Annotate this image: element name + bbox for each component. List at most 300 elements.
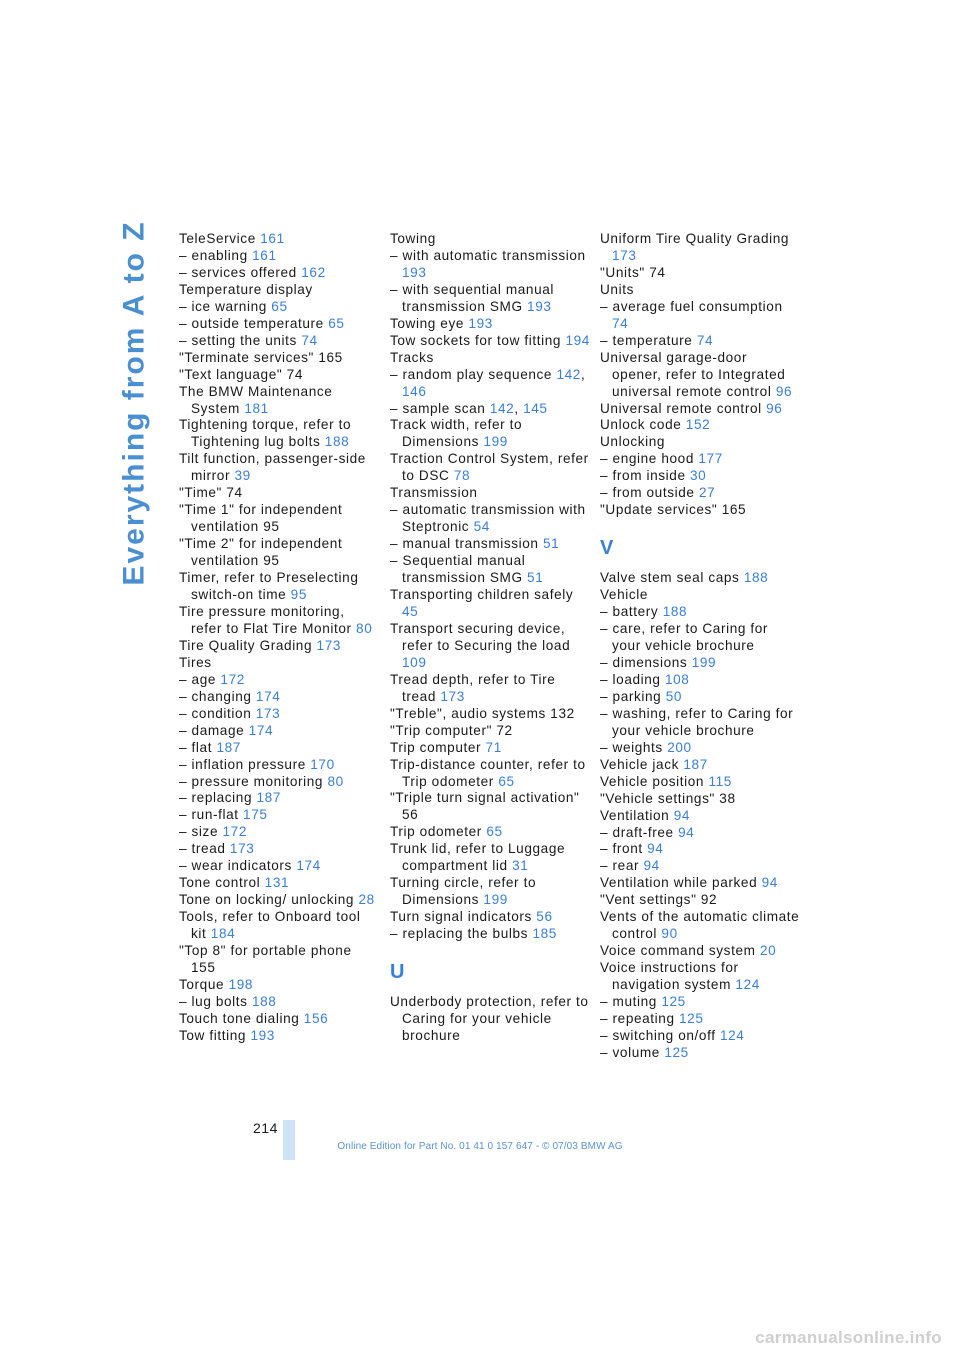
page-reference-link[interactable]: 74 [301, 332, 318, 348]
index-entry-term: "Time" 74 [179, 485, 243, 501]
page-reference-link[interactable]: 20 [759, 943, 777, 959]
index-entry [179, 604, 379, 638]
page-reference-link[interactable]: 96 [775, 383, 793, 399]
index-entry [390, 672, 590, 706]
page-number: 214 [253, 1120, 278, 1136]
index-entry-term: – pressure monitoring [179, 773, 324, 789]
index-entry [179, 740, 379, 757]
page-reference-link[interactable]: 146 [402, 383, 427, 399]
page-reference-link[interactable]: 74 [612, 315, 629, 331]
index-entry-term: Turn signal indicators [390, 909, 532, 925]
index-entry [179, 706, 379, 723]
index-entry-term: Timer, refer to Preselecting switch-on time [179, 570, 359, 603]
index-entry-term: Tire Quality Grading [179, 637, 313, 653]
page-reference-link[interactable]: 80 [327, 773, 344, 789]
index-entry [390, 502, 590, 536]
page-reference-link[interactable]: 28 [358, 892, 375, 908]
page-reference-link[interactable]: 51 [543, 536, 560, 552]
index-entry-term: Tire pressure monitoring, refer to Flat Tire Monitor [179, 603, 352, 636]
index-entry [179, 282, 379, 299]
index-entry [390, 994, 590, 1045]
index-entry [179, 824, 379, 841]
index-entry [390, 282, 590, 316]
page-reference-link[interactable]: 27 [698, 485, 716, 501]
index-entry [600, 570, 800, 587]
index-entry-term: Vents of the automatic climate control [600, 909, 800, 942]
index-column-1 [179, 231, 379, 1045]
index-entry-term: Universal garage-door opener, refer to Integrated universal remote control [600, 349, 786, 399]
index-entry [179, 994, 379, 1011]
index-entry-term: – changing [179, 688, 252, 704]
index-entry-term: "Time 2" for independent ventilation 95 [179, 536, 343, 569]
page-reference-link[interactable]: 181 [244, 400, 269, 416]
index-entry [600, 265, 800, 282]
index-entry [390, 451, 590, 485]
index-entry-term: Vehicle jack [600, 756, 679, 772]
index-entry [390, 706, 590, 723]
page-reference-link[interactable]: 187 [256, 790, 281, 806]
index-entry [179, 299, 379, 316]
page-reference-link[interactable]: 174 [248, 722, 274, 738]
index-entry-term: Temperature display [179, 281, 313, 297]
page-reference-link[interactable]: 78 [453, 468, 471, 484]
index-entry [179, 875, 379, 892]
index-entry-term: Tires [179, 654, 212, 670]
page-reference-link[interactable]: 65 [498, 773, 515, 789]
index-entry [600, 841, 800, 858]
page-reference-link[interactable]: 95 [290, 587, 307, 603]
index-entry [390, 790, 590, 824]
page-reference-link[interactable]: 199 [691, 654, 717, 670]
page-reference-link[interactable]: 74 [696, 332, 714, 348]
page-reference-link[interactable]: 175 [243, 807, 268, 823]
index-entry [390, 350, 590, 367]
index-entry [600, 689, 800, 706]
index-entry-term: – draft-free [600, 824, 674, 840]
page-reference-link[interactable]: 188 [251, 993, 277, 1009]
index-entry [390, 757, 590, 791]
page-reference-link[interactable]: 80 [356, 620, 373, 636]
index-entry-term: Underbody protection, refer to Caring for your vehicle brochure [390, 994, 589, 1043]
index-entry [179, 417, 379, 451]
index-entry [390, 536, 590, 553]
index-entry [179, 384, 379, 418]
index-entry-term: – switching on/off [600, 1027, 716, 1043]
index-entry-term: Tow fitting [179, 1027, 247, 1043]
index-entry-term: "Triple turn signal activation" 56 [390, 790, 580, 823]
index-entry-term: – automatic transmission with Steptronic [390, 502, 586, 535]
index-entry-term: Trunk lid, refer to Luggage compartment lid [390, 841, 566, 874]
index-entry [600, 740, 800, 757]
index-entry-term: "Top 8" for portable phone 155 [179, 943, 352, 975]
index-entry-term: – dimensions [600, 654, 688, 670]
index-entry [390, 248, 590, 282]
index-entry-term: Unlock code [600, 417, 682, 433]
index-entry [390, 231, 590, 248]
page-reference-link[interactable]: 172 [222, 824, 247, 840]
index-entry [600, 604, 800, 621]
page-reference-link[interactable]: 65 [271, 298, 288, 314]
index-entry [390, 740, 590, 757]
index-entry [600, 468, 800, 485]
index-entry [600, 757, 800, 774]
footer-edition-note: Online Edition for Part No. 01 41 0 157 647 - © 07/03 BMW AG [337, 1141, 623, 1152]
index-entry [179, 909, 379, 943]
index-entry [179, 451, 379, 485]
page-reference-link[interactable]: 173 [440, 688, 465, 704]
index-entry-term: Tone on locking/ unlocking [179, 892, 355, 908]
index-entry-term: Ventilation while parked [600, 875, 758, 891]
page-reference-link[interactable]: 193 [468, 315, 493, 331]
index-entry [179, 367, 379, 384]
page-reference-link[interactable]: 173 [255, 705, 281, 721]
index-entry [179, 316, 379, 333]
index-entry-term: – volume [600, 1044, 660, 1060]
index-entry [179, 485, 379, 502]
index-entry-term: – average fuel consumption [600, 298, 783, 314]
index-entry: – random play sequence 142, 146 [390, 366, 586, 399]
index-entry-term: "Treble", audio systems 132 [390, 705, 575, 721]
index-entry [179, 638, 379, 655]
index-entry-term: – front [600, 841, 643, 857]
page-reference-link[interactable]: 96 [766, 400, 783, 416]
page-reference-link[interactable]: 162 [301, 264, 326, 280]
page-reference-link[interactable]: 94 [678, 824, 695, 840]
index-entry [600, 299, 800, 333]
index-entry [390, 723, 590, 740]
page-reference-link[interactable]: 142 [489, 400, 515, 416]
index-entry [179, 1011, 379, 1028]
page-reference-link[interactable]: 125 [679, 1010, 704, 1026]
index-entry-term: "Vent settings" 92 [600, 892, 718, 908]
index-letter-heading: U [390, 961, 405, 984]
page-reference-link[interactable]: 145 [523, 400, 548, 416]
index-entry-term: – parking [600, 688, 662, 704]
page-reference-link[interactable]: 161 [252, 247, 277, 263]
page-reference-link[interactable]: 193 [402, 264, 427, 280]
index-entry-term: Ventilation [600, 807, 670, 823]
page-reference-link[interactable]: 170 [310, 756, 335, 772]
index-entry [390, 553, 590, 587]
page-reference-link[interactable]: 124 [735, 977, 760, 993]
index-entry-term: – engine hood [600, 451, 694, 467]
index-entry-term: Vehicle position [600, 773, 705, 789]
index-entry-term: – with sequential manual transmission SMG [390, 281, 555, 314]
index-entry [600, 943, 800, 960]
page-reference-link[interactable]: 56 [536, 909, 553, 925]
page-reference-link[interactable]: 161 [260, 231, 285, 246]
index-entry [600, 960, 800, 994]
index-entry-term: – ice warning [179, 298, 267, 314]
index-entry [179, 655, 379, 672]
page-reference-link[interactable]: 108 [664, 671, 690, 687]
page-reference-link[interactable]: 90 [661, 926, 678, 942]
index-entry-term: – replacing [179, 790, 253, 806]
index-entry-term: The BMW Maintenance System [179, 383, 333, 416]
page-reference-link[interactable]: 184 [210, 926, 236, 942]
page-reference-link[interactable]: 109 [402, 654, 427, 670]
index-entry [390, 824, 590, 841]
index-entry [179, 790, 379, 807]
page-reference-link[interactable]: 50 [665, 688, 683, 704]
index-entry [600, 875, 800, 892]
index-entry-term: "Units" 74 [600, 264, 666, 280]
index-entry-term: Turning circle, refer to Dimensions [390, 875, 537, 908]
index-entry [179, 672, 379, 689]
page-reference-link[interactable]: 94 [643, 858, 660, 874]
index-entry-term: Touch tone dialing [179, 1010, 300, 1026]
index-entry-term: – flat [179, 739, 213, 755]
index-entry-term: Trip odometer [390, 824, 482, 840]
index-entry [390, 417, 590, 451]
index-entry-term: – setting the units [179, 332, 297, 348]
page-reference-link[interactable]: 39 [234, 468, 251, 484]
index-entry [600, 350, 800, 401]
index-entry [179, 265, 379, 282]
index-entry-term: Vehicle [600, 587, 649, 603]
page-reference-link[interactable]: 115 [708, 773, 732, 789]
index-entry-term: Tow sockets for tow fitting [390, 332, 562, 348]
index-entry-term: Tightening torque, refer to Tightening lug bolts [179, 417, 352, 450]
index-entry [390, 926, 590, 943]
index-entry [600, 621, 800, 655]
index-entry-term: – random play sequence [390, 366, 553, 382]
page-reference-link[interactable]: 173 [612, 247, 637, 263]
index-entry-term: – loading [600, 671, 661, 687]
index-entry-term: – weights [600, 739, 663, 755]
index-entry-term: – outside temperature [179, 315, 324, 331]
page-reference-link[interactable]: 193 [527, 298, 552, 314]
index-entry [179, 841, 379, 858]
index-entry-term: – sample scan [390, 400, 486, 416]
index-entry [179, 807, 379, 824]
page-reference-link[interactable]: 45 [402, 603, 419, 619]
index-entry-term: "Trip computer" 72 [390, 722, 513, 738]
page-reference-link[interactable]: 131 [264, 875, 290, 891]
page-reference-link[interactable]: 142 [556, 366, 581, 382]
index-entry [179, 350, 379, 367]
page-reference-link[interactable]: 172 [220, 671, 245, 687]
index-entry-term: "Vehicle settings" 38 [600, 790, 736, 806]
index-entry-term: Torque [179, 976, 225, 992]
index-entry [600, 706, 800, 740]
index-entry [390, 333, 590, 350]
index-entry-term: "Time 1" for independent ventilation 95 [179, 502, 343, 535]
page-reference-link[interactable]: 188 [743, 570, 769, 586]
index-entry [179, 536, 379, 570]
index-entry-term: – from inside [600, 468, 686, 484]
index-entry-term: – run-flat [179, 807, 239, 823]
index-entry [600, 994, 800, 1011]
page-reference-link[interactable]: 199 [483, 434, 508, 450]
page-reference-link[interactable]: 188 [324, 434, 350, 450]
page-reference-link[interactable]: 187 [683, 756, 708, 772]
index-entry-term: Track width, refer to Dimensions [390, 417, 523, 450]
index-entry-term: "Update services" 165 [600, 502, 747, 518]
page-reference-link[interactable]: 65 [486, 824, 503, 840]
index-entry [600, 485, 800, 502]
index-entry: – sample scan 142, 145 [390, 400, 548, 416]
index-entry [600, 655, 800, 672]
index-entry [600, 909, 800, 943]
page-reference-link[interactable]: 200 [667, 739, 692, 755]
index-entry-term: Tilt function, passenger-side mirror [179, 451, 366, 484]
page-marker-bar [283, 1120, 295, 1160]
index-entry [179, 1028, 379, 1045]
index-entry-term: – replacing the bulbs [390, 926, 529, 942]
watermark: carmanualsonline.info [755, 1328, 942, 1347]
index-entry-term: Voice command system [600, 943, 756, 959]
index-entry [390, 316, 590, 333]
index-entry [600, 825, 800, 842]
index-entry [600, 587, 800, 604]
index-entry [179, 943, 379, 977]
page-reference-link[interactable]: 51 [527, 570, 544, 586]
index-entry [600, 231, 800, 265]
index-entry [390, 587, 590, 621]
index-entry [179, 570, 379, 604]
index-entry [600, 858, 800, 875]
index-entry-term: Valve stem seal caps [600, 570, 740, 586]
index-entry-term: Transporting children safely [390, 587, 574, 603]
index-letter-heading: V [600, 537, 614, 560]
index-entry-term: Transmission [390, 485, 478, 501]
index-entry [390, 841, 590, 875]
page-reference-link[interactable]: 124 [719, 1027, 745, 1043]
page-reference-link[interactable]: 94 [673, 807, 691, 823]
index-entry-term: – size [179, 824, 219, 840]
index-entry [179, 774, 379, 791]
index-entry [600, 434, 800, 451]
index-entry-term: – with automatic transmission [390, 247, 586, 263]
index-entry-term: – muting [600, 994, 657, 1010]
index-entry-term: Uniform Tire Quality Grading [600, 231, 790, 246]
page-reference-link[interactable]: 30 [690, 468, 707, 484]
index-entry [179, 689, 379, 706]
index-entry [179, 977, 379, 994]
page-reference-link[interactable]: 65 [328, 315, 345, 331]
index-entry-term: "Text language" 74 [179, 366, 303, 382]
page-reference-link[interactable]: 173 [316, 637, 342, 653]
index-entry-term: Tone control [179, 875, 261, 891]
index-entry [600, 808, 800, 825]
index-entry-term: Trip-distance counter, refer to Trip odometer [390, 756, 586, 789]
index-entry [390, 485, 590, 502]
index-entry-term: Voice instructions for navigation system [600, 960, 739, 993]
page-reference-link[interactable]: 94 [761, 875, 778, 891]
index-entry-term: – tread [179, 841, 226, 857]
page-reference-link[interactable]: 173 [229, 841, 255, 857]
page-reference-link[interactable]: 187 [216, 739, 241, 755]
index-entry [600, 1045, 800, 1062]
page-reference-link[interactable]: 174 [296, 858, 321, 874]
page-reference-link[interactable]: 156 [303, 1010, 329, 1026]
index-entry-term: Unlocking [600, 434, 666, 450]
page-reference-link[interactable]: 94 [647, 841, 664, 857]
page-reference-link[interactable]: 152 [685, 417, 711, 433]
index-entry-term: – wear indicators [179, 858, 292, 874]
index-entry-term: TeleService [179, 231, 256, 246]
index-entry-term: – enabling [179, 247, 248, 263]
index-entry-term: Traction Control System, refer to DSC [390, 451, 589, 484]
side-title-text: Everything from A to Z [118, 219, 151, 586]
index-entry [600, 672, 800, 689]
index-entry [179, 231, 379, 248]
index-entry-term: Tracks [390, 349, 434, 365]
index-entry-term: Tread depth, refer to Tire tread [390, 671, 556, 704]
index-entry [600, 502, 800, 519]
index-entry [179, 858, 379, 875]
index-entry-term: – lug bolts [179, 993, 248, 1009]
index-column-3 [600, 231, 800, 1062]
page-reference-link[interactable]: 125 [661, 994, 686, 1010]
index-entry [600, 1028, 800, 1045]
index-entry-term: Tools, refer to Onboard tool kit [179, 909, 361, 942]
page-reference-link[interactable]: 188 [662, 604, 688, 620]
index-entry-term: – repeating [600, 1010, 675, 1026]
page-reference-link[interactable]: 71 [485, 739, 502, 755]
page-reference-link[interactable]: 194 [565, 332, 590, 348]
index-column-2 [390, 231, 590, 1045]
index-entry [600, 417, 800, 434]
index-entry [600, 282, 800, 299]
index-entry [600, 774, 800, 791]
index-entry-term: – care, refer to Caring for your vehicle brochure [600, 621, 769, 654]
index-entry-term: – battery [600, 604, 659, 620]
index-entry [179, 892, 379, 909]
page-reference-link[interactable]: 185 [532, 926, 557, 942]
index-entry-term: – services offered [179, 264, 297, 280]
index-entry-term: "Terminate services" 165 [179, 349, 343, 365]
page-reference-link[interactable]: 177 [698, 451, 723, 467]
index-entry [600, 333, 800, 350]
index-entry-term: – Sequential manual transmission SMG [390, 553, 526, 586]
index-entry-term: – temperature [600, 332, 693, 348]
side-title [115, 219, 155, 586]
page-reference-link[interactable]: 193 [250, 1027, 275, 1043]
index-entry-term: – washing, refer to Caring for your vehicle brochure [600, 705, 794, 738]
index-entry [390, 909, 590, 926]
index-entry [600, 892, 800, 909]
index-entry [600, 791, 800, 808]
index-entry-term: – inflation pressure [179, 756, 306, 772]
index-entry [179, 248, 379, 265]
index-entry [600, 1011, 800, 1028]
index-entry [179, 757, 379, 774]
index-entry-term: Units [600, 281, 634, 297]
index-entry [390, 621, 590, 672]
page-reference-link[interactable]: 198 [228, 976, 254, 992]
index-entry-term: Trip computer [390, 739, 482, 755]
index-entry-term: – condition [179, 705, 252, 721]
index-entry [390, 875, 590, 909]
page-reference-link[interactable]: 125 [664, 1044, 689, 1060]
page-reference-link[interactable]: 31 [512, 858, 529, 874]
index-entry [179, 333, 379, 350]
index-entry-term: – age [179, 671, 217, 687]
index-entry [179, 723, 379, 740]
index-entry-term: – rear [600, 858, 640, 874]
index-entry-term: – manual transmission [390, 536, 539, 552]
index-entry-term: – from outside [600, 485, 695, 501]
page-reference-link[interactable]: 174 [255, 688, 281, 704]
page-reference-link[interactable]: 199 [483, 892, 508, 908]
index-entry-term: Universal remote control [600, 400, 762, 416]
index-entry-term: – damage [179, 722, 245, 738]
index-entry-term: Towing eye [390, 315, 465, 331]
index-entry-term: Towing [390, 231, 436, 246]
page-reference-link[interactable]: 54 [473, 519, 490, 535]
